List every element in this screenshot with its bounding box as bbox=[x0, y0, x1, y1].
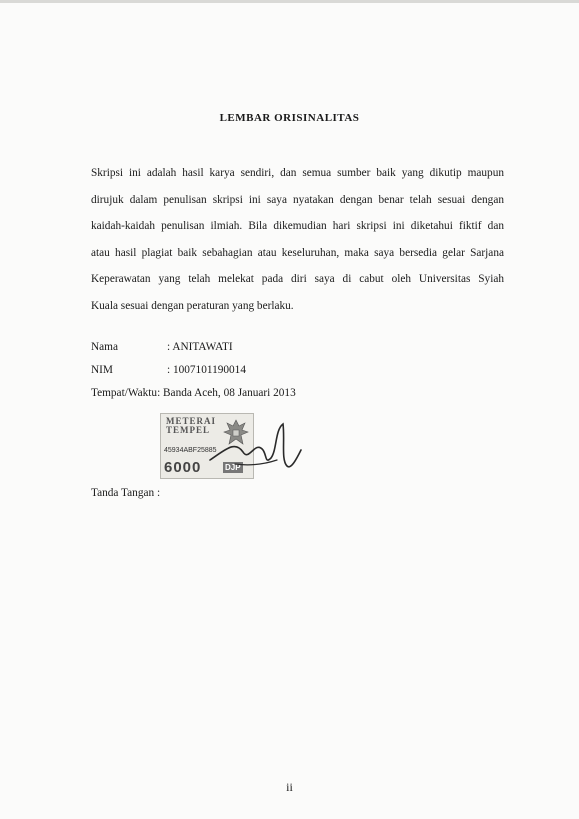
signature-row bbox=[91, 487, 160, 499]
stamp-value: 6000 bbox=[164, 459, 202, 476]
stamp-line2: TEMPEL bbox=[166, 425, 211, 435]
name-row bbox=[91, 341, 233, 353]
paragraph-line: Skripsi ini adalah hasil karya sendiri, dan semua sumber baik yang dikutip maupun bbox=[91, 167, 504, 179]
paragraph-line: Keperawatan yang telah melekat pada diri saya di cabut oleh Universitas Syiah bbox=[91, 273, 504, 285]
nim-row bbox=[91, 364, 246, 376]
signature-label: Tanda Tangan : bbox=[91, 487, 161, 499]
handwritten-signature bbox=[205, 420, 315, 480]
page-number: ii bbox=[286, 780, 293, 794]
paragraph-line: kaidah-kaidah penulisan ilmiah. Bila dikemudian hari skripsi ini diketahui fiktif dan bbox=[91, 220, 504, 232]
nim-label: NIM bbox=[91, 364, 113, 376]
paragraph-line: dirujuk dalam penulisan skripsi ini saya nyatakan dengan benar telah sesuai dengan bbox=[91, 193, 504, 206]
name-value: : ANITAWATI bbox=[167, 341, 233, 353]
place-date-label: Tempat/Waktu bbox=[91, 387, 158, 399]
nim-value: : 1007101190014 bbox=[167, 364, 246, 376]
paragraph-line: atau hasil plagiat baik sebahagian atau keseluruhan, maka saya bersedia gelar Sarjana bbox=[91, 246, 504, 259]
stamp-line1: METERAI bbox=[166, 416, 217, 426]
name-label: Nama bbox=[91, 341, 118, 353]
stamp-issuer: DJP bbox=[225, 463, 241, 472]
scan-edge bbox=[0, 0, 579, 3]
place-date-row bbox=[91, 387, 296, 399]
place-date-value: : Banda Aceh, 08 Januari 2013 bbox=[157, 387, 296, 399]
page-title: LEMBAR ORISINALITAS bbox=[219, 112, 360, 124]
paragraph-line: Kuala sesuai dengan peraturan yang berlaku. bbox=[91, 299, 294, 312]
stamp-serial: 45934ABF25885 bbox=[164, 447, 217, 454]
statement-paragraph bbox=[91, 160, 504, 319]
